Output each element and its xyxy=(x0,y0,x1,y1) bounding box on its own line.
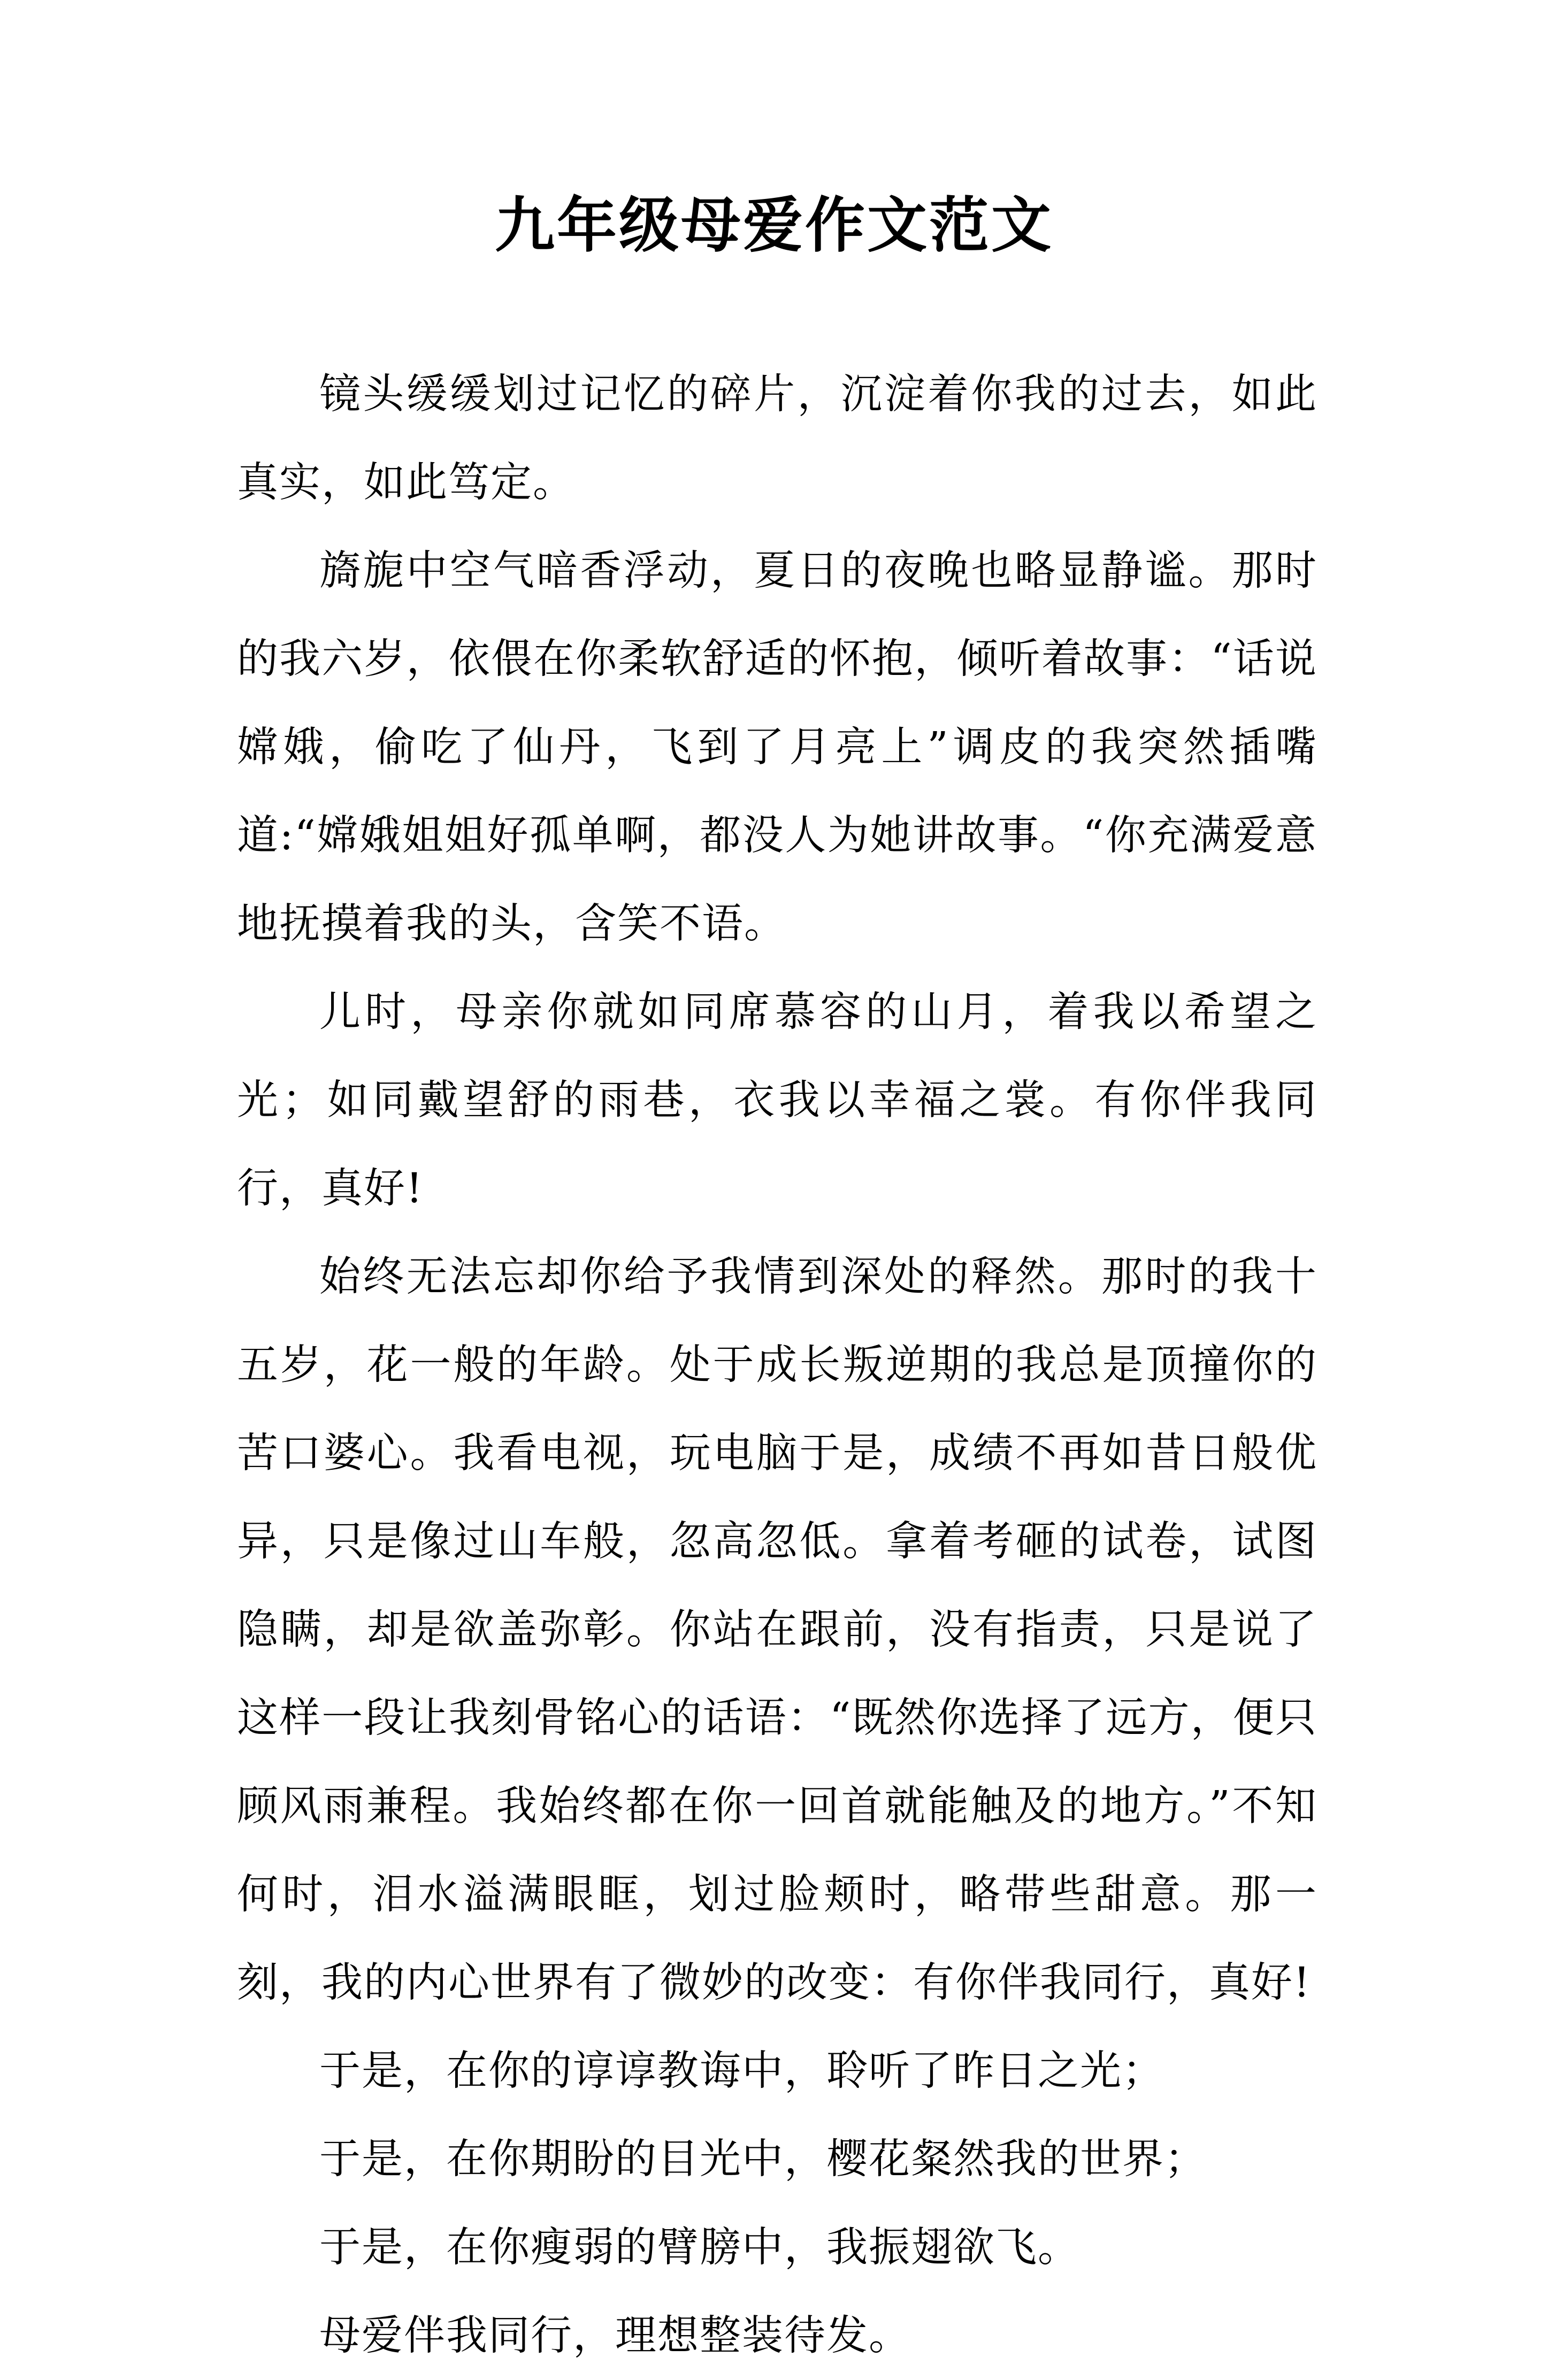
document-body xyxy=(237,350,1317,2380)
paragraph: 旖旎中空气暗香浮动，夏日的夜晚也略显静谧。那时的我六岁，依偎在你柔软舒适的怀抱，倾听着故事：“话说嫦娥，偷吃了仙丹，飞到了月亮上”调皮的我突然插嘴道:“嫦娥姐姐好孤单啊，都没人为她讲故事。“你充满爱意地抚摸着我的头，含笑不语。 xyxy=(237,547,1317,948)
paragraph: 始终无法忘却你给予我情到深处的释然。那时的我十五岁，花一般的年龄。处于成长叛逆期的我总是顶撞你的苦口婆心。我看电视，玩电脑于是，成绩不再如昔日般优异，只是像过山车般，忽高忽低。拿着考砸的试卷，试图隐瞒，却是欲盖弥彰。你站在跟前，没有指责，只是说了这样一段让我刻骨铭心的话语：“既然你选择了远方，便只顾风雨兼程。我始终都在你一回首就能触及的地方。”不知何时，泪水溢满眼眶，划过脸颊时，略带些甜意。那一刻，我的内心世界有了微妙的改变：有你伴我同行，真好! xyxy=(237,1253,1317,2007)
paragraph: 儿时，母亲你就如同席慕容的山月，着我以希望之光；如同戴望舒的雨巷，衣我以幸福之裳。有你伴我同行，真好! xyxy=(237,988,1317,1212)
paragraph: 于是，在你瘦弱的臂膀中，我振翅欲飞。 xyxy=(319,2224,1080,2271)
document-title: 九年级母爱作文范文 xyxy=(495,190,1053,260)
paragraph: 于是，在你的谆谆教诲中，聆听了昨日之光； xyxy=(319,2047,1164,2095)
paragraph: 于是，在你期盼的目光中，樱花粲然我的世界； xyxy=(319,2136,1207,2183)
paragraph: 母爱伴我同行，理想整装待发。 xyxy=(319,2312,911,2360)
paragraph: 镜头缓缓划过记忆的碎片，沉淀着你我的过去，如此真实，如此笃定。 xyxy=(237,371,1317,506)
